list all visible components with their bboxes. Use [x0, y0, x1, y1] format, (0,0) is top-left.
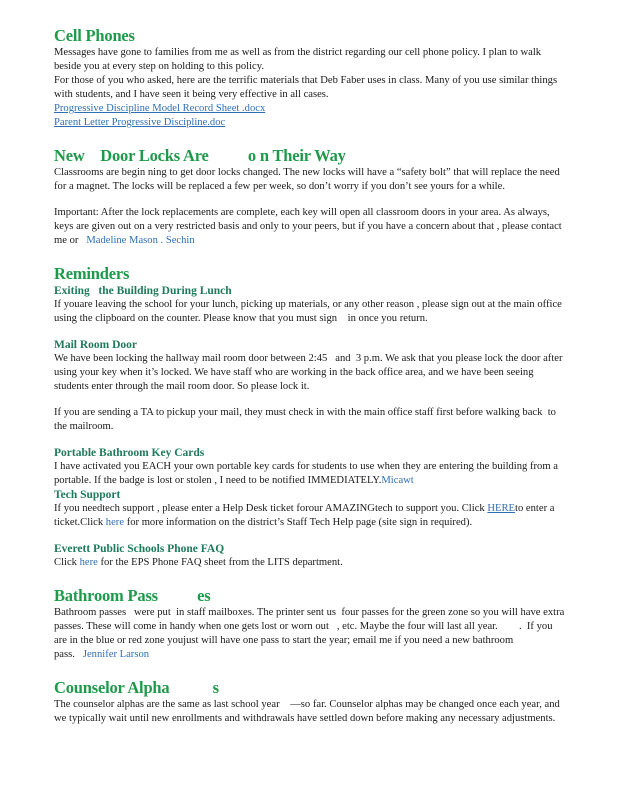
subheading-bathroom-key-cards: Portable Bathroom Key Cards	[54, 447, 205, 459]
faq-paragraph	[54, 556, 566, 570]
document-body	[54, 26, 566, 726]
passes-contact-link[interactable]: Jennifer Larson	[82, 649, 150, 660]
parent-letter-link[interactable]: Parent Letter Progressive Discipline.doc	[54, 117, 226, 128]
cell-paragraph-2: For those of you who asked, here are the terrific materials that Deb Faber uses in class. Many of you use similar things with students, and I have seen it being very effective in all cases.	[54, 75, 558, 100]
locks-paragraph-2	[54, 206, 566, 248]
section-title-counselor-alphas: Counselor Alpha s	[54, 678, 219, 697]
bath-key-text: I have activated you EACH your own portable key cards for students to use when they are entering the building from a portable. If the badge is lost or stolen , I need to be notified IMMEDIATELY.	[54, 461, 558, 486]
passes-paragraph	[54, 606, 566, 662]
bath-key-paragraph	[54, 460, 566, 488]
locks-paragraph-2-text: Important: After the lock replacements are complete, each key will open all classroom doors in your area. As always, keys are given out on a very restricted basis and only to your peers, but if you have a concern about that , please contact me or	[54, 207, 562, 246]
faq-text-1: Click	[54, 557, 77, 568]
subheading-mail-room: Mail Room Door	[54, 339, 138, 351]
lunch-paragraph: If youare leaving the school for your lunch, picking up materials, or any other reason , please sign out at the main office using the clipboard on the counter. Please know that you must sign in once you return.	[54, 299, 565, 324]
subheading-phone-faq: Everett Public Schools Phone FAQ	[54, 543, 225, 555]
mail-paragraph-1: We have been locking the hallway mail room door between 2:45 and 3 p.m. We ask that you please lock the door after using your key when it’s locked. We have staff who are working in the back office area, and we have been seeing students enter through the mail room door. So please lock it.	[54, 353, 566, 392]
section-title-bathroom-passes: Bathroom Pass es	[54, 586, 211, 605]
mail-paragraph-2: If you are sending a TA to pickup your mail, they must check in with the main office staff first before walking back to the mailroom.	[54, 407, 559, 432]
tech-text-2: to enter a ticket.Click	[54, 503, 555, 528]
tech-text-3: for more information on the district’s Staff Tech Help page (site sign in required).	[126, 517, 473, 528]
counselor-paragraph: The counselor alphas are the same as last school year —so far. Counselor alphas may be changed once each year, and we typically wait until new enrollments and withdrawals have settled down before making any necessary adjustments.	[54, 699, 563, 724]
locks-paragraph-1: Classrooms are begin ning to get door locks changed. The new locks will have a “safety bolt” that will replace the need for a magnet. The locks will be replaced a few per week, so don’t worry if you don’t see yours for a while.	[54, 167, 560, 192]
faq-here-link[interactable]: here	[79, 557, 98, 568]
faq-text-2: for the EPS Phone FAQ sheet from the LITS department.	[100, 557, 343, 568]
section-title-reminders: Reminders	[54, 264, 130, 283]
locks-contact-link[interactable]: Madeline Mason . Sechin	[86, 235, 195, 246]
passes-text: Bathroom passes were put in staff mailboxes. The printer sent us four passes for the green zone so you will have extra passes. These will come in handy when one gets lost or worn out , etc. Maybe the four will last all year. . If you are in the blue or red zone youjust will have one pass to start the year; email me if you need a new bathroom pass.	[54, 607, 567, 660]
tech-text-1: If you needtech support , please enter a Help Desk ticket forour AMAZINGtech to support you. Click	[54, 503, 485, 514]
section-title-door-locks: New Door Locks Are o n Their Way	[54, 146, 346, 165]
help-desk-here-link[interactable]: HERE	[487, 503, 516, 514]
cell-paragraph-1: Messages have gone to families from me as well as from the district regarding our cell phone policy. I plan to walk beside you at every step on holding to this policy.	[54, 47, 542, 72]
section-title-cell-phones: Cell Phones	[54, 26, 135, 45]
tech-paragraph	[54, 502, 566, 530]
subheading-tech-support: Tech Support	[54, 489, 121, 501]
bath-key-contact-link[interactable]: Micawt	[381, 475, 414, 486]
progressive-discipline-record-link[interactable]: Progressive Discipline Model Record Sheet .docx	[54, 103, 266, 114]
staff-tech-help-here-link[interactable]: here	[105, 517, 125, 528]
subheading-exiting-lunch: Exiting the Building During Lunch	[54, 285, 232, 297]
